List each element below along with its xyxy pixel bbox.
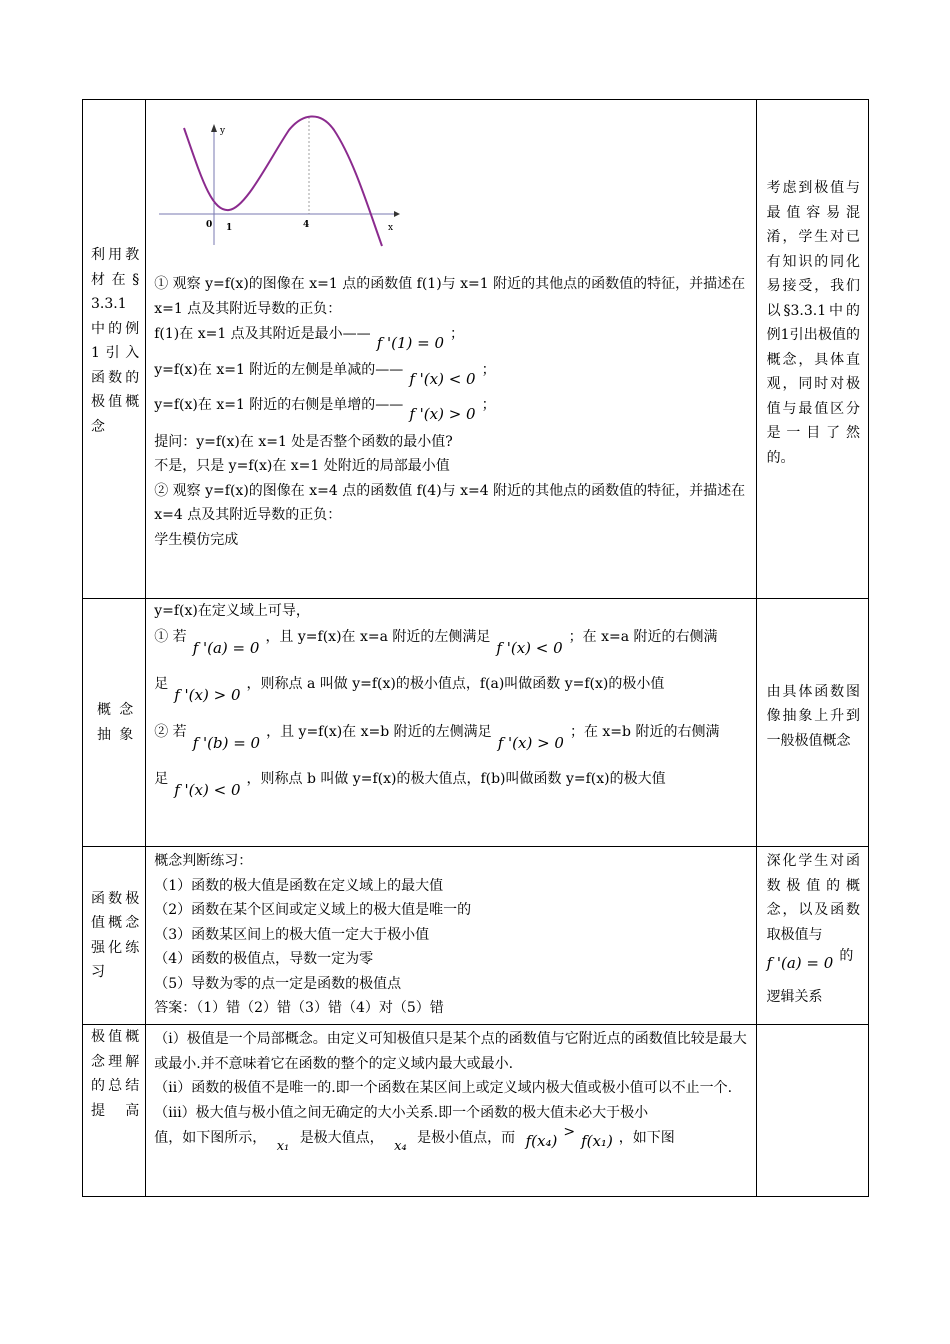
- y-axis-arrow: [211, 124, 217, 132]
- summary-point-1: （ⅰ）极值是一个局部概念。由定义可知极值只是某个点的函数值与它附近点的函数值比较是最大或最小.并不意味着它在函数的整个的定义域内最大或最小.: [154, 1031, 747, 1072]
- semicolon: ；: [481, 397, 496, 413]
- question: 提问：y=f(x)在 x=1 处是否整个函数的最小值?: [154, 433, 453, 450]
- text: 是极大值点，: [299, 1130, 384, 1146]
- formula-f-x4: f(x₄): [525, 1132, 558, 1150]
- observation-2: ② 观察 y=f(x)的图像在 x=4 点的函数值 f(4)与 x=4 附近的其他点的函数值的特征，并描述在 x=4 点及其附近导数的正负：: [154, 482, 746, 523]
- row-content: [146, 100, 756, 599]
- text: 足: [154, 676, 169, 692]
- table-row: [83, 100, 869, 599]
- exercise-answers: 答案：（1）错（2）错（3）错（4）对（5）错: [154, 1000, 444, 1016]
- exercise-item: （2）函数在某个区间或定义域上的极大值是唯一的: [154, 902, 472, 918]
- text: ，如下图: [618, 1130, 675, 1146]
- text: ；在 x=b 附近的右侧满: [569, 723, 720, 740]
- text: ，则称点 a 叫做 y=f(x)的极小值点，f(a)叫做函数 y=f(x)的极小值: [246, 676, 665, 692]
- x-axis-label: x: [388, 223, 394, 233]
- exercise-item: （1）函数的极大值是函数在定义域上的最大值: [154, 877, 444, 894]
- note-text: 考虑到极值与最值容易混淆，学生对已有知识的同化易接受，我们以§3.3.1中的例1引出极值的概念，具体直观，同时对极值与最值区分是一目了然的。: [766, 180, 860, 466]
- row-note: [756, 100, 868, 599]
- formula: f '(x) > 0: [497, 733, 564, 752]
- line-right-increasing: [154, 392, 751, 423]
- definition-intro: y=f(x)在定义域上可导，: [154, 603, 310, 619]
- definition-max-line2: [154, 766, 751, 799]
- text: ① 若: [154, 628, 187, 645]
- row-label: [83, 847, 146, 1025]
- semicolon: ；: [450, 326, 465, 342]
- row-label-text: 极值概念理解的总结提高: [91, 1029, 140, 1119]
- row-label: [83, 599, 146, 847]
- text: 的: [839, 948, 854, 964]
- y-axis-label: y: [220, 126, 226, 136]
- formula-deriv-positive: f '(x) > 0: [409, 405, 476, 423]
- line-min: [154, 321, 751, 352]
- definition-max-line1: [154, 719, 751, 752]
- formula-f-x1: f(x₁): [581, 1132, 613, 1150]
- row-label-text: 函数极值概念强化练习: [91, 890, 140, 980]
- formula-deriv-negative: f '(x) < 0: [409, 369, 476, 388]
- exercise-title: 概念判断练习：: [154, 853, 253, 869]
- exercise-item: （4）函数的极值点，导数一定为零: [154, 951, 374, 967]
- note-text: 逻辑关系: [766, 988, 823, 1005]
- row-label: [83, 100, 146, 599]
- observation-1: ① 观察 y=f(x)的图像在 x=1 点的函数值 f(1)与 x=1 附近的其他点的函数值的特征，并描述在 x=1 点及其附近导数的正负：: [154, 276, 746, 317]
- tick-label-4: 4: [303, 220, 310, 230]
- summary-point-3: （ⅲ）极大值与极小值之间无确定的大小关系.即一个函数的极大值未必大于极小: [154, 1104, 649, 1121]
- table-row: [83, 599, 869, 847]
- text-min: f(1)在 x=1 点及其附近是最小——: [154, 326, 371, 342]
- definition-min-line2: [154, 671, 751, 704]
- exercise-item: （3）函数某区间上的极大值一定大于极小值: [154, 926, 430, 943]
- text: ，则称点 b 叫做 y=f(x)的极大值点，f(b)叫做函数 y=f(x)的极大值: [246, 771, 666, 787]
- text-left: y=f(x)在 x=1 附近的左侧是单减的——: [154, 361, 404, 378]
- greater-than: >: [563, 1124, 576, 1140]
- row-label-text: 概念抽象: [97, 702, 134, 743]
- row-label-text: 利用教材在§3.3.1中的例1引入函数的极值概念: [91, 247, 140, 435]
- row-content: [146, 1025, 756, 1197]
- text: 是极小值点，而: [417, 1130, 516, 1146]
- student-task: 学生模仿完成: [154, 531, 239, 548]
- exercise-item: （5）导数为零的点一定是函数的极值点: [154, 975, 402, 992]
- row-note: [756, 599, 868, 847]
- summary-point-3-cont: [154, 1125, 751, 1152]
- note-text: 由具体函数图像抽象上升到一般极值概念: [766, 683, 860, 749]
- row-label: [83, 1025, 146, 1197]
- definition-min-line1: [154, 624, 751, 657]
- function-graph: [154, 100, 414, 250]
- text: ；在 x=a 附近的右侧满: [568, 628, 718, 645]
- line-left-decreasing: [154, 357, 751, 388]
- formula-x4: x₄: [394, 1139, 407, 1154]
- formula: f '(x) > 0: [174, 686, 241, 704]
- row-note: [756, 1025, 868, 1197]
- x-axis-arrow: [394, 211, 400, 217]
- semicolon: ；: [481, 361, 496, 378]
- tick-label-1: 1: [226, 223, 233, 233]
- row-content: [146, 847, 756, 1025]
- text-right: y=f(x)在 x=1 附近的右侧是单增的——: [154, 397, 404, 413]
- text: ，且 y=f(x)在 x=a 附近的左侧满足: [265, 628, 491, 645]
- lesson-table: [82, 99, 869, 1197]
- formula: f '(x) < 0: [174, 781, 241, 799]
- table-row: [83, 847, 869, 1025]
- formula: f '(x) < 0: [496, 638, 563, 657]
- formula: f '(b) = 0: [192, 733, 261, 752]
- row-content: [146, 599, 756, 847]
- note-text: 深化学生对函数极值的概念，以及函数取极值与: [766, 853, 860, 943]
- text: ，且 y=f(x)在 x=b 附近的左侧满足: [266, 723, 492, 740]
- formula: f '(a) = 0: [192, 638, 260, 657]
- formula-f1-zero: f '(1) = 0: [376, 334, 445, 352]
- answer: 不是，只是 y=f(x)在 x=1 处附近的局部最小值: [154, 458, 450, 474]
- table-row: [83, 1025, 869, 1197]
- formula: f '(a) = 0: [766, 954, 834, 972]
- text: 足: [154, 771, 169, 787]
- text: 值，如下图所示，: [154, 1130, 267, 1146]
- row-note: [756, 847, 868, 1025]
- formula-x1: x₁: [276, 1139, 290, 1154]
- text: ② 若: [154, 723, 187, 740]
- note-formula-line: [767, 947, 860, 973]
- origin-label: 0: [206, 220, 213, 230]
- summary-point-2: （ⅱ）函数的极值不是唯一的.即一个函数在某区间上或定义域内极大值或极小值可以不止一个.: [154, 1080, 733, 1096]
